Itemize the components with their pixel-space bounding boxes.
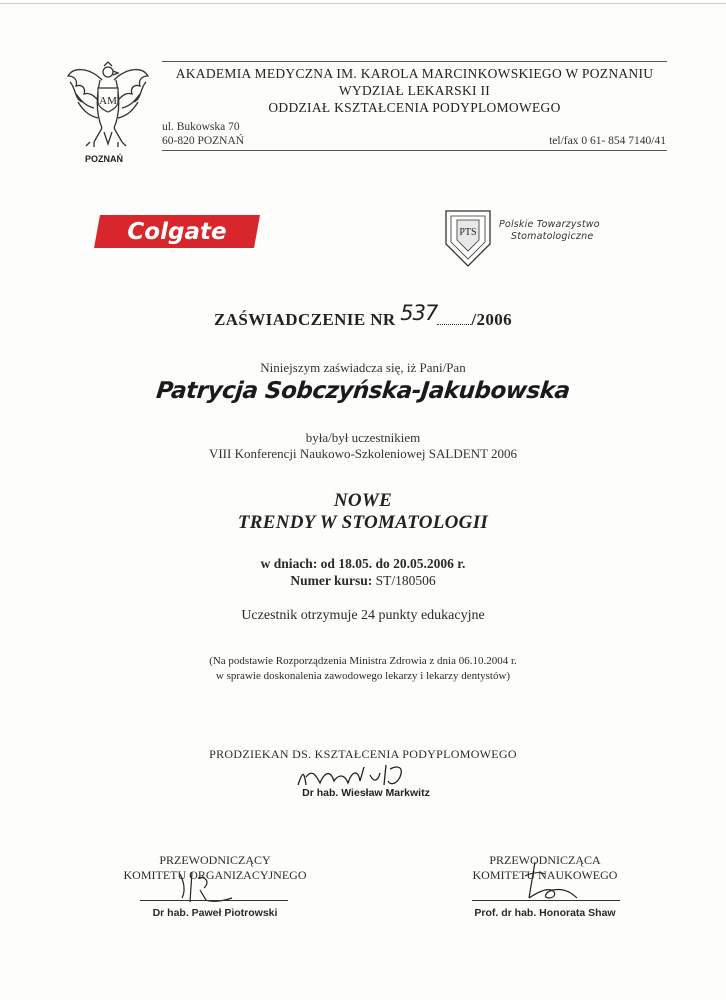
faculty-name: WYDZIAŁ LEKARSKI II [338, 83, 491, 98]
course-dates: w dniach: od 18.05. do 20.05.2006 r. [260, 556, 466, 571]
emblem-city-text: POZNAŃ [85, 154, 123, 164]
scientific-chair-name: Prof. dr hab. Honorata Shaw [474, 907, 616, 919]
colgate-logo [94, 215, 260, 248]
recipient-name: Patrycja Sobczyńska-Jakubowska [154, 378, 572, 404]
dean-title: PRODZIEKAN DS. KSZTAŁCENIA PODYPLOMOWEGO [209, 747, 517, 761]
organizing-chair-name: Dr hab. Paweł Piotrowski [152, 907, 278, 919]
emblem-letters: AM [99, 95, 117, 107]
title-prefix: ZAŚWIADCZENIE NR [213, 310, 396, 329]
course-number-label: Numer kursu: [290, 573, 373, 588]
title-suffix: /2006 [471, 310, 513, 329]
organizing-chair-signature [140, 868, 280, 908]
top-edge-line [0, 3, 726, 4]
certificate-number: 537 [400, 301, 438, 325]
organizing-signature-rule [140, 900, 288, 901]
organizing-committee-title-1: PRZEWODNICZĄCY [159, 853, 271, 867]
intro-text: Niniejszym zaświadcza się, iż Pani/Pan [260, 360, 466, 375]
scientific-committee-title-2: KOMITETU NAUKOWEGO [472, 868, 618, 882]
conference-name: VIII Konferencji Naukowo-Szkoleniowej SALDENT 2006 [208, 446, 518, 461]
course-title-line1: NOWE [333, 490, 393, 511]
legal-basis-line1: (Na podstawie Rozporządzenia Ministra Zdrowia z dnia 06.10.2004 r. [209, 655, 517, 667]
pts-badge-text: PTS [459, 227, 477, 238]
certificate-title [0, 301, 726, 330]
university-eagle-emblem [60, 58, 152, 168]
organizing-committee-title-2: KOMITETU ORGANIZACYJNEGO [123, 868, 307, 882]
address-city: 60-820 POZNAŃ [162, 135, 245, 147]
course-number: ST/180506 [375, 573, 436, 588]
education-points: Uczestnik otrzymuje 24 punkty edukacyjne [241, 608, 485, 623]
number-dotted-line [437, 323, 471, 325]
dean-name: Dr hab. Wiesław Markwitz [302, 787, 430, 799]
pts-name-line2: Stomatologiczne [511, 231, 594, 242]
header-rule-top [162, 61, 667, 62]
header-rule-bottom [162, 150, 667, 151]
course-number-line [0, 573, 726, 589]
telfax: tel/fax 0 61- 854 7140/41 [549, 135, 666, 147]
department-name: ODDZIAŁ KSZTAŁCENIA PODYPLOMOWEGO [268, 100, 561, 115]
scientific-signature-rule [472, 900, 620, 901]
pts-name-line1: Polskie Towarzystwo [499, 219, 600, 230]
course-title-line2: TRENDY W STOMATOLOGII [237, 512, 489, 533]
pts-name [499, 219, 600, 243]
colgate-logo-text: Colgate [127, 219, 227, 245]
address-street: ul. Bukowska 70 [162, 121, 240, 133]
legal-basis-line2: w sprawie doskonalenia zawodowego lekarzy i lekarzy dentystów) [215, 670, 511, 682]
pts-logo [443, 208, 493, 268]
participant-line: była/był uczestnikiem [305, 430, 421, 445]
scientific-committee-title-1: PRZEWODNICZĄCA [489, 853, 601, 867]
university-name: AKADEMIA MEDYCZNA IM. KAROLA MARCINKOWSKIEGO W POZNANIU [175, 66, 654, 81]
